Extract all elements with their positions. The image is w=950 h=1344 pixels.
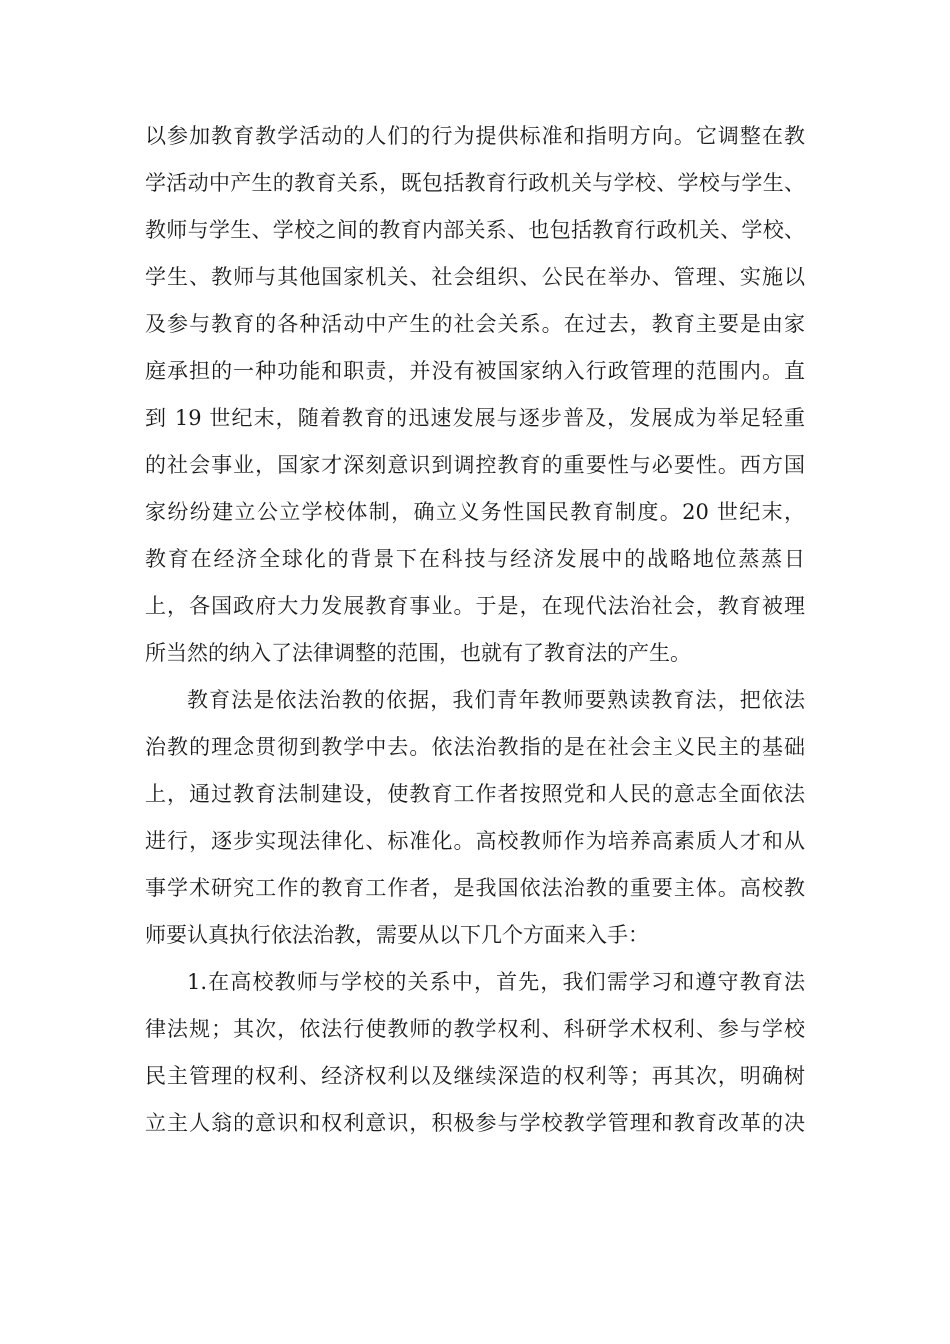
text-line: 师要认真执行依法治教，需要从以下几个方面来入手： — [145, 923, 649, 947]
paragraph — [145, 677, 805, 959]
text-line: 家纷纷建立公立学校体制，确立义务性国民教育制度。20 世纪末， — [145, 500, 805, 524]
text-line: 及参与教育的各种活动中产生的社会关系。在过去，教育主要是由家 — [145, 312, 805, 336]
text-line: 学生、教师与其他国家机关、社会组织、公民在举办、管理、实施以 — [145, 265, 805, 289]
text-line: 的社会事业，国家才深刻意识到调控教育的重要性与必要性。西方国 — [145, 453, 805, 477]
text-line: 教育法是依法治教的依据，我们青年教师要熟读教育法，把依法 — [187, 688, 805, 712]
text-line: 1.在高校教师与学校的关系中，首先，我们需学习和遵守教育法 — [187, 970, 805, 994]
paragraph — [145, 113, 805, 677]
text-line: 教师与学生、学校之间的教育内部关系、也包括教育行政机关、学校、 — [145, 218, 805, 242]
text-line: 民主管理的权利、经济权利以及继续深造的权利等；再其次，明确树 — [145, 1064, 805, 1088]
paragraph — [145, 959, 805, 1147]
text-line: 上，各国政府大力发展教育事业。于是，在现代法治社会，教育被理 — [145, 594, 805, 618]
text-line: 立主人翁的意识和权利意识，积极参与学校教学管理和教育改革的决 — [145, 1111, 805, 1135]
text-line: 治教的理念贯彻到教学中去。依法治教指的是在社会主义民主的基础 — [145, 735, 805, 759]
text-line: 学活动中产生的教育关系，既包括教育行政机关与学校、学校与学生、 — [145, 171, 805, 195]
text-line: 到 19 世纪末，随着教育的迅速发展与逐步普及，发展成为举足轻重 — [145, 406, 805, 430]
text-line: 庭承担的一种功能和职责，并没有被国家纳入行政管理的范围内。直 — [145, 359, 805, 383]
text-line: 以参加教育教学活动的人们的行为提供标准和指明方向。它调整在教 — [145, 124, 805, 148]
text-line: 教育在经济全球化的背景下在科技与经济发展中的战略地位蒸蒸日 — [145, 547, 805, 571]
text-line: 事学术研究工作的教育工作者，是我国依法治教的重要主体。高校教 — [145, 876, 805, 900]
text-line: 进行，逐步实现法律化、标准化。高校教师作为培养高素质人才和从 — [145, 829, 805, 853]
text-line: 所当然的纳入了法律调整的范围，也就有了教育法的产生。 — [145, 641, 691, 665]
body-text — [145, 113, 805, 1147]
text-line: 上，通过教育法制建设，使教育工作者按照党和人民的意志全面依法 — [145, 782, 805, 806]
text-line: 律法规；其次，依法行使教师的教学权利、科研学术权利、参与学校 — [145, 1017, 805, 1041]
